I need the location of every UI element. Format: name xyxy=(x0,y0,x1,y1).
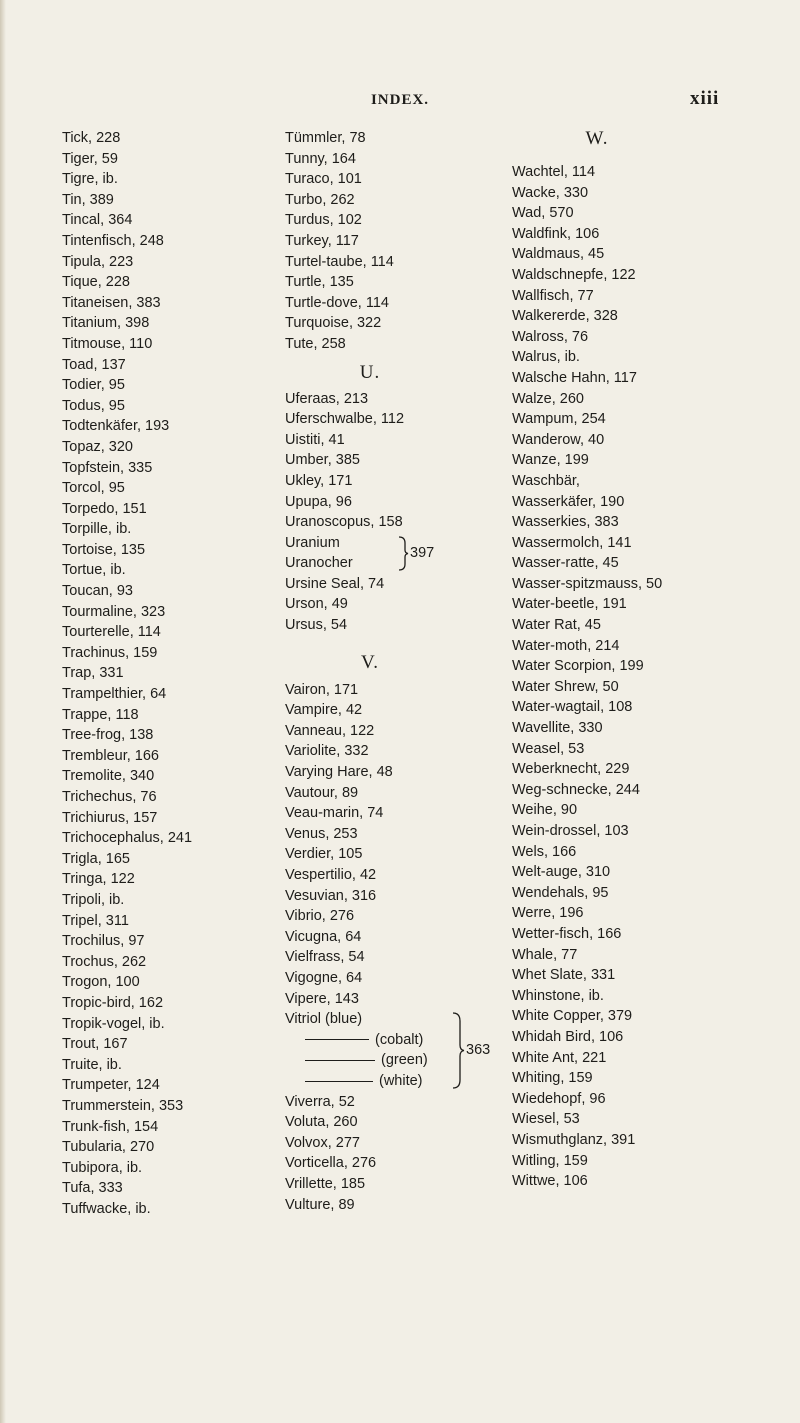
list-item: Whinstone, ib. xyxy=(512,987,604,1004)
list-item: Werre, 196 xyxy=(512,905,584,922)
list-item: Tute, 258 xyxy=(285,335,346,352)
u-entries-b xyxy=(285,574,520,636)
list-item: Tourterelle, 114 xyxy=(62,624,161,641)
list-item: Wittwe, 106 xyxy=(512,1173,588,1190)
list-item: Wad, 570 xyxy=(512,205,574,222)
list-item: Vrillette, 185 xyxy=(285,1175,366,1192)
list-item: Titmouse, 110 xyxy=(62,335,153,352)
list-item: Trichocephalus, 241 xyxy=(62,830,193,847)
list-item: Todier, 95 xyxy=(62,377,125,394)
list-item: Vulture, 89 xyxy=(285,1196,355,1213)
v-entries-a xyxy=(285,680,520,1010)
list-item: (white) xyxy=(285,1071,520,1092)
list-item: Vipere, 143 xyxy=(285,990,359,1007)
column-1-entries xyxy=(62,128,277,1219)
list-item: (cobalt) xyxy=(285,1030,520,1051)
index-column-1 xyxy=(62,128,277,1219)
section-heading-u: U. xyxy=(359,361,381,383)
list-item: Water Rat, 45 xyxy=(512,617,601,634)
list-item: Waldmaus, 45 xyxy=(512,246,605,263)
list-item: Uranium xyxy=(285,534,340,551)
list-item: Weihe, 90 xyxy=(512,802,578,819)
list-item: Tortue, ib. xyxy=(62,562,126,579)
list-item: Wanderow, 40 xyxy=(512,431,605,448)
list-item: Voluta, 260 xyxy=(285,1114,358,1131)
list-item: Tümmler, 78 xyxy=(285,130,366,146)
list-item: Waschbär, xyxy=(512,472,580,489)
list-item: Turkey, 117 xyxy=(285,232,359,249)
list-item: Uferschwalbe, 112 xyxy=(285,411,405,428)
uranium-brace-group xyxy=(285,533,520,574)
list-item: Wetter-fisch, 166 xyxy=(512,925,622,942)
list-item: Trout, 167 xyxy=(62,1036,128,1053)
list-item: Torpedo, 151 xyxy=(62,500,147,517)
list-item: Wismuthglanz, 391 xyxy=(512,1131,636,1148)
list-item: Truite, ib. xyxy=(62,1056,122,1073)
list-item: Tourmaline, 323 xyxy=(62,603,166,620)
list-item: Tuffwacke, ib. xyxy=(62,1200,151,1217)
section-heading-w: W. xyxy=(585,128,609,149)
list-item: Turquoise, 322 xyxy=(285,315,382,332)
list-item: Volvox, 277 xyxy=(285,1134,360,1151)
list-item: Tubularia, 270 xyxy=(62,1139,155,1156)
list-item: Urson, 49 xyxy=(285,596,348,613)
list-item: Vibrio, 276 xyxy=(285,908,355,925)
list-item: Tortoise, 135 xyxy=(62,541,146,558)
list-item: Water Shrew, 50 xyxy=(512,678,619,695)
list-item: Topfstein, 335 xyxy=(62,459,153,476)
list-item: Walrus, ib. xyxy=(512,349,580,366)
list-item: Welt-auge, 310 xyxy=(512,864,611,881)
list-item: Wendehals, 95 xyxy=(512,884,609,901)
list-item: Walsche Hahn, 117 xyxy=(512,369,637,386)
list-item: Wasserkäfer, 190 xyxy=(512,493,625,510)
list-item: Water Scorpion, 199 xyxy=(512,658,644,675)
list-item: Tick, 228 xyxy=(62,130,121,146)
list-item: Uranocher xyxy=(285,555,353,572)
list-item: Vairon, 171 xyxy=(285,681,359,698)
list-item: Venus, 253 xyxy=(285,825,358,842)
list-item: Wavellite, 330 xyxy=(512,720,603,737)
list-item: Walross, 76 xyxy=(512,328,589,345)
list-item: Tremolite, 340 xyxy=(62,768,155,785)
list-item: Torpille, ib. xyxy=(62,521,132,538)
list-item: Todtenkäfer, 193 xyxy=(62,418,170,435)
list-item: Tintenfisch, 248 xyxy=(62,232,164,249)
list-item: Trichiurus, 157 xyxy=(62,809,158,826)
list-item: Trampelthier, 64 xyxy=(62,686,167,703)
list-item: Verdier, 105 xyxy=(285,846,363,863)
list-item: Trembleur, 166 xyxy=(62,747,159,764)
list-item: Topaz, 320 xyxy=(62,438,133,455)
list-item: Walze, 260 xyxy=(512,390,584,407)
list-item: Wacke, 330 xyxy=(512,184,589,201)
list-item: Witling, 159 xyxy=(512,1152,588,1169)
list-item: Trappe, 118 xyxy=(62,706,139,723)
list-item: Uferaas, 213 xyxy=(285,390,369,407)
list-item: Torcol, 95 xyxy=(62,480,125,497)
list-item: Uranoscopus, 158 xyxy=(285,514,403,531)
list-item: Trochus, 262 xyxy=(62,953,147,970)
list-item: Varying Hare, 48 xyxy=(285,764,393,781)
list-item: Turtle-dove, 114 xyxy=(285,294,389,311)
list-item: Upupa, 96 xyxy=(285,493,352,510)
list-item: Trummerstein, 353 xyxy=(62,1097,184,1114)
list-item: Vorticella, 276 xyxy=(285,1155,377,1172)
brace-page-number: 397 xyxy=(410,544,435,561)
list-item: Turbo, 262 xyxy=(285,191,355,208)
list-item: Wels, 166 xyxy=(512,843,577,860)
list-item: Tunny, 164 xyxy=(285,150,356,167)
list-item: Vespertilio, 42 xyxy=(285,867,377,883)
page-edge-shadow xyxy=(0,0,6,1423)
list-item: Waldfink, 106 xyxy=(512,225,600,242)
list-item: Vielfrass, 54 xyxy=(285,949,365,966)
list-item: Tripel, 311 xyxy=(62,912,129,929)
list-item: Trap, 331 xyxy=(62,665,124,682)
list-item: Wiesel, 53 xyxy=(512,1111,580,1128)
list-item: Waldschnepfe, 122 xyxy=(512,266,636,283)
list-item: White Ant, 221 xyxy=(512,1049,607,1066)
list-item: Walkererde, 328 xyxy=(512,308,618,325)
list-item: White Copper, 379 xyxy=(512,1008,633,1025)
list-item: Tipula, 223 xyxy=(62,253,134,270)
list-item: Tringa, 122 xyxy=(62,871,135,888)
list-item: Ursus, 54 xyxy=(285,617,348,634)
list-item: Umber, 385 xyxy=(285,452,360,469)
list-item: Ukley, 171 xyxy=(285,472,353,489)
list-item: Water-beetle, 191 xyxy=(512,596,627,613)
list-item: Todus, 95 xyxy=(62,397,125,414)
brace-page-number: 363 xyxy=(466,1042,491,1059)
list-item: Turtel-taube, 114 xyxy=(285,253,394,270)
list-item: Trigla, 165 xyxy=(62,850,130,867)
list-item: Whet Slate, 331 xyxy=(512,967,616,984)
list-item: Trunk-fish, 154 xyxy=(62,1118,159,1135)
list-item: Weg-schnecke, 244 xyxy=(512,781,640,798)
t-entries xyxy=(285,128,520,355)
list-item: Viverra, 52 xyxy=(285,1093,355,1110)
list-item: Wasser-ratte, 45 xyxy=(512,555,619,572)
list-item: Veau-marin, 74 xyxy=(285,805,384,822)
list-item: Toad, 137 xyxy=(62,356,126,373)
page-title: INDEX. xyxy=(370,92,430,108)
list-item: Toucan, 93 xyxy=(62,583,133,600)
list-item: Weberknecht, 229 xyxy=(512,761,630,778)
list-item: Tropic-bird, 162 xyxy=(62,994,164,1011)
u-entries-a xyxy=(285,389,520,533)
list-item: Water-moth, 214 xyxy=(512,637,620,654)
list-item: Wasser-spitzmauss, 50 xyxy=(512,575,663,592)
list-item: Turaco, 101 xyxy=(285,171,362,188)
list-item: Whiting, 159 xyxy=(512,1070,593,1087)
list-item: Trichechus, 76 xyxy=(62,789,157,805)
list-item: Tiger, 59 xyxy=(62,150,118,167)
list-item: Wassermolch, 141 xyxy=(512,534,632,551)
list-item: Variolite, 332 xyxy=(285,743,369,760)
brace-icon xyxy=(451,1009,465,1092)
list-item: (green) xyxy=(285,1050,520,1071)
list-item: Titaneisen, 383 xyxy=(62,294,161,311)
list-item: Vanneau, 122 xyxy=(285,722,375,739)
section-heading-v: V. xyxy=(360,651,380,673)
list-item: Vautour, 89 xyxy=(285,784,359,801)
brace-icon xyxy=(397,533,409,574)
list-item: Wanze, 199 xyxy=(512,452,589,469)
list-item: Vitriol (blue) xyxy=(285,1011,363,1028)
list-item: Tincal, 364 xyxy=(62,212,133,229)
list-item: Tropik-vogel, ib. xyxy=(62,1015,165,1032)
list-item: Tripoli, ib. xyxy=(62,891,125,908)
list-item: Wiedehopf, 96 xyxy=(512,1090,606,1107)
list-item: Trachinus, 159 xyxy=(62,644,158,661)
list-item: Wachtel, 114 xyxy=(512,164,596,180)
list-item: Wasserkies, 383 xyxy=(512,514,619,531)
list-item: Tique, 228 xyxy=(62,274,130,291)
list-item: Titanium, 398 xyxy=(62,315,150,332)
list-item: Tigre, ib. xyxy=(62,171,118,188)
list-item: Tubipora, ib. xyxy=(62,1159,143,1176)
list-item: Tree-frog, 138 xyxy=(62,727,154,744)
list-item: Wein-drossel, 103 xyxy=(512,823,629,839)
list-item: Turtle, 135 xyxy=(285,274,354,291)
column-3-entries xyxy=(512,162,782,1192)
list-item: Whidah Bird, 106 xyxy=(512,1028,624,1045)
list-item: Uistiti, 41 xyxy=(285,431,345,448)
list-item: Water-wagtail, 108 xyxy=(512,699,633,716)
list-item: Whale, 77 xyxy=(512,946,578,963)
list-item: Trumpeter, 124 xyxy=(62,1077,160,1094)
list-item: Ursine Seal, 74 xyxy=(285,575,385,592)
list-item: Vesuvian, 316 xyxy=(285,887,377,904)
list-item: Vampire, 42 xyxy=(285,702,363,719)
v-entries-b xyxy=(285,1092,520,1216)
list-item: Turdus, 102 xyxy=(285,212,362,229)
list-item: Weasel, 53 xyxy=(512,740,585,757)
list-item: Tufa, 333 xyxy=(62,1180,123,1197)
list-item: Trochilus, 97 xyxy=(62,933,145,950)
page-number: xiii xyxy=(690,88,720,109)
list-item: Tin, 389 xyxy=(62,191,114,208)
list-item: Vicugna, 64 xyxy=(285,928,362,945)
index-column-3 xyxy=(512,128,782,1192)
list-item: Vigogne, 64 xyxy=(285,969,363,986)
list-item: Trogon, 100 xyxy=(62,974,140,991)
index-column-2 xyxy=(285,128,520,1215)
vitriol-brace-group xyxy=(285,1009,520,1091)
list-item: Wampum, 254 xyxy=(512,411,606,428)
list-item: Wallfisch, 77 xyxy=(512,287,594,304)
